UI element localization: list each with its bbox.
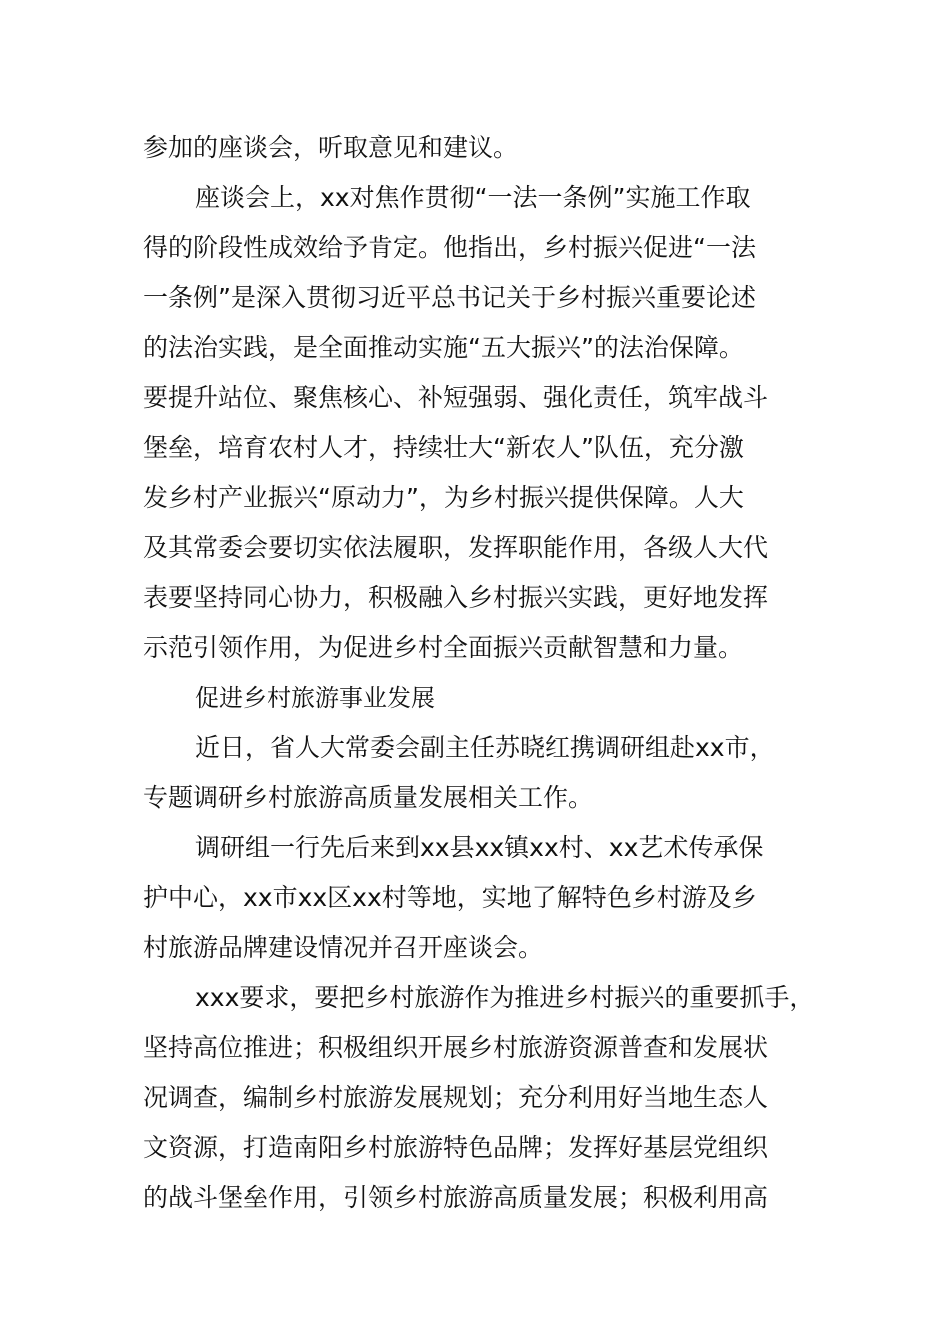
text-line-21: 文资源，打造南阳乡村旅游特色品牌；发挥好基层党组织 <box>143 1133 769 1162</box>
text-line-16: 护中心，xx市xx区xx村等地，实地了解特色乡村游及乡 <box>143 883 757 912</box>
text-line-7: 堡垒，培育农村人才，持续壮大“新农人”队伍，充分激 <box>143 433 744 462</box>
text-line-13: 近日，省人大常委会副主任苏晓红携调研组赴xx市， <box>195 733 775 762</box>
text-line-6: 要提升站位、聚焦核心、补短强弱、强化责任，筑牢战斗 <box>143 383 769 412</box>
text-line-22: 的战斗堡垒作用，引领乡村旅游高质量发展；积极利用高 <box>143 1183 769 1212</box>
text-line-3: 得的阶段性成效给予肯定。他指出，乡村振兴促进“一法 <box>143 233 756 262</box>
text-line-17: 村旅游品牌建设情况并召开座谈会。 <box>143 933 544 962</box>
section-heading: 促进乡村旅游事业发展 <box>195 684 435 712</box>
text-line-18: xxx要求，要把乡村旅游作为推进乡村振兴的重要抓手， <box>195 983 815 1012</box>
text-line-9: 及其常委会要切实依法履职，发挥职能作用，各级人大代 <box>143 533 769 562</box>
text-line-20: 况调查，编制乡村旅游发展规划；充分利用好当地生态人 <box>143 1083 769 1112</box>
text-line-10: 表要坚持同心协力，积极融入乡村振兴实践，更好地发挥 <box>143 583 769 612</box>
text-line-1: 参加的座谈会，听取意见和建议。 <box>143 133 519 162</box>
text-line-15: 调研组一行先后来到xx县xx镇xx村、xx艺术传承保 <box>195 833 764 862</box>
text-line-11: 示范引领作用，为促进乡村全面振兴贡献智慧和力量。 <box>143 633 744 662</box>
text-line-4: 一条例”是深入贯彻习近平总书记关于乡村振兴重要论述 <box>143 283 756 312</box>
text-line-19: 坚持高位推进；积极组织开展乡村旅游资源普查和发展状 <box>143 1033 769 1062</box>
text-line-2: 座谈会上，xx对焦作贯彻“一法一条例”实施工作取 <box>195 183 751 212</box>
text-line-5: 的法治实践，是全面推动实施“五大振兴”的法治保障。 <box>143 333 744 362</box>
text-line-8: 发乡村产业振兴“原动力”，为乡村振兴提供保障。人大 <box>143 483 744 512</box>
document-body <box>143 123 815 1223</box>
text-line-14: 专题调研乡村旅游高质量发展相关工作。 <box>143 783 594 812</box>
